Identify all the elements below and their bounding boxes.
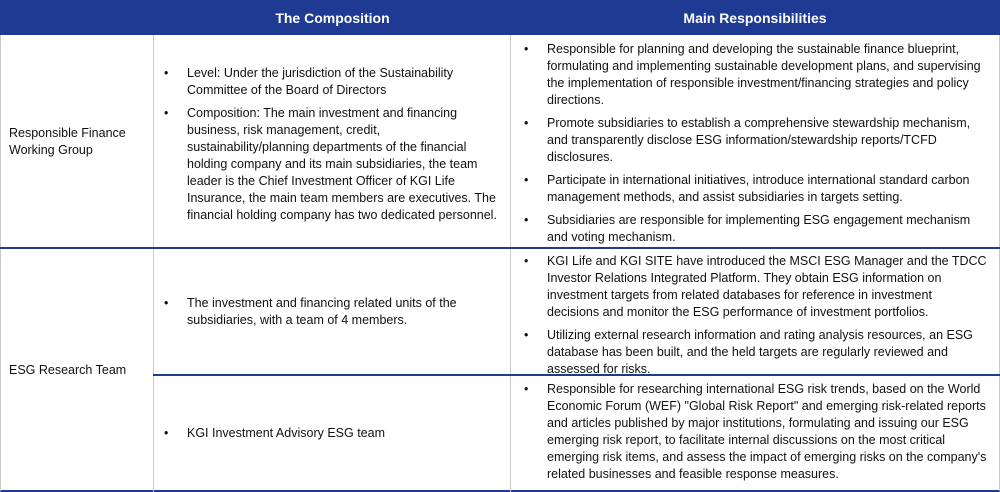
list-item: • Utilizing external research information and rating analysis resources, an ESG database has been built, and the held targets are regularly reviewed and assessed for risks. <box>524 328 973 376</box>
row2a-composition <box>164 295 505 335</box>
bullet-icon: • <box>524 116 529 130</box>
bullet-icon: • <box>164 296 169 310</box>
table-header <box>0 0 1000 35</box>
list-item: • The investment and financing related units of the subsidiaries, with a team of 4 members. <box>164 296 457 327</box>
bullet-icon: • <box>524 328 529 342</box>
list-item: • Level: Under the jurisdiction of the Sustainability Committee of the Board of Directors <box>164 66 454 97</box>
bullet-icon: • <box>524 42 529 56</box>
column-divider-1 <box>153 35 154 492</box>
list-item: • Responsible for planning and developing the sustainable finance blueprint, formulating and implementing sustainable development plans, and supervising the implementation of responsible investment/financing strategies and policy directions. <box>524 42 981 107</box>
header-composition: The Composition <box>275 9 390 26</box>
row1-responsibilities <box>524 41 987 252</box>
bullet-icon: • <box>164 66 169 80</box>
list-item: • Responsible for researching international ESG risk trends, based on the World Economic Forum (WEF) "Global Risk Report" and emerging risk-related reports and articles published by major institutions, formulating and issuing our ESG emerging risk report, to facilitate internal discussions on the most critical emerging risk items, and assess the impact of emerging risks on the company's related businesses and feasible response measures. <box>524 382 987 481</box>
list-item: • Participate in international initiatives, introduce international standard carbon management methods, and assist subsidiaries in targets setting. <box>524 173 970 204</box>
header-responsibilities: Main Responsibilities <box>683 9 827 26</box>
list-item: • KGI Investment Advisory ESG team <box>164 426 385 440</box>
bullet-icon: • <box>524 173 529 187</box>
group-label-esg-research: ESG Research Team <box>9 363 127 377</box>
list-item: • KGI Life and KGI SITE have introduced the MSCI ESG Manager and the TDCC Investor Relations Integrated Platform. They obtain ESG information on investment targets from related databases for reference in investment decisions and monitor the ESG performance of investment portfolios. <box>524 254 987 319</box>
bullet-icon: • <box>164 106 169 120</box>
row2a-responsibilities <box>524 253 987 384</box>
group-label-responsible-finance: Responsible Finance Working Group <box>9 126 126 157</box>
row2b-composition <box>164 425 505 448</box>
bullet-icon: • <box>524 382 529 396</box>
list-item: • Subsidiaries are responsible for implementing ESG engagement mechanism and voting mechanism. <box>524 213 971 244</box>
row2b-responsibilities <box>524 381 987 489</box>
row1-composition <box>164 65 505 230</box>
bullet-icon: • <box>524 213 529 227</box>
column-divider-2 <box>510 35 511 492</box>
list-item: • Promote subsidiaries to establish a comprehensive stewardship mechanism, and transparently disclose ESG information/stewardship reports/TCFD disclosures. <box>524 116 971 164</box>
list-item: • Composition: The main investment and financing business, risk management, credit, sustainability/planning departments of the financial holding company and its main subsidiaries, the team leader is the Chief Investment Officer of KGI Life Insurance, the main team members are executives. The financial holding company has two dedicated personnel. <box>164 106 497 222</box>
bullet-icon: • <box>164 426 169 440</box>
bullet-icon: • <box>524 254 529 268</box>
